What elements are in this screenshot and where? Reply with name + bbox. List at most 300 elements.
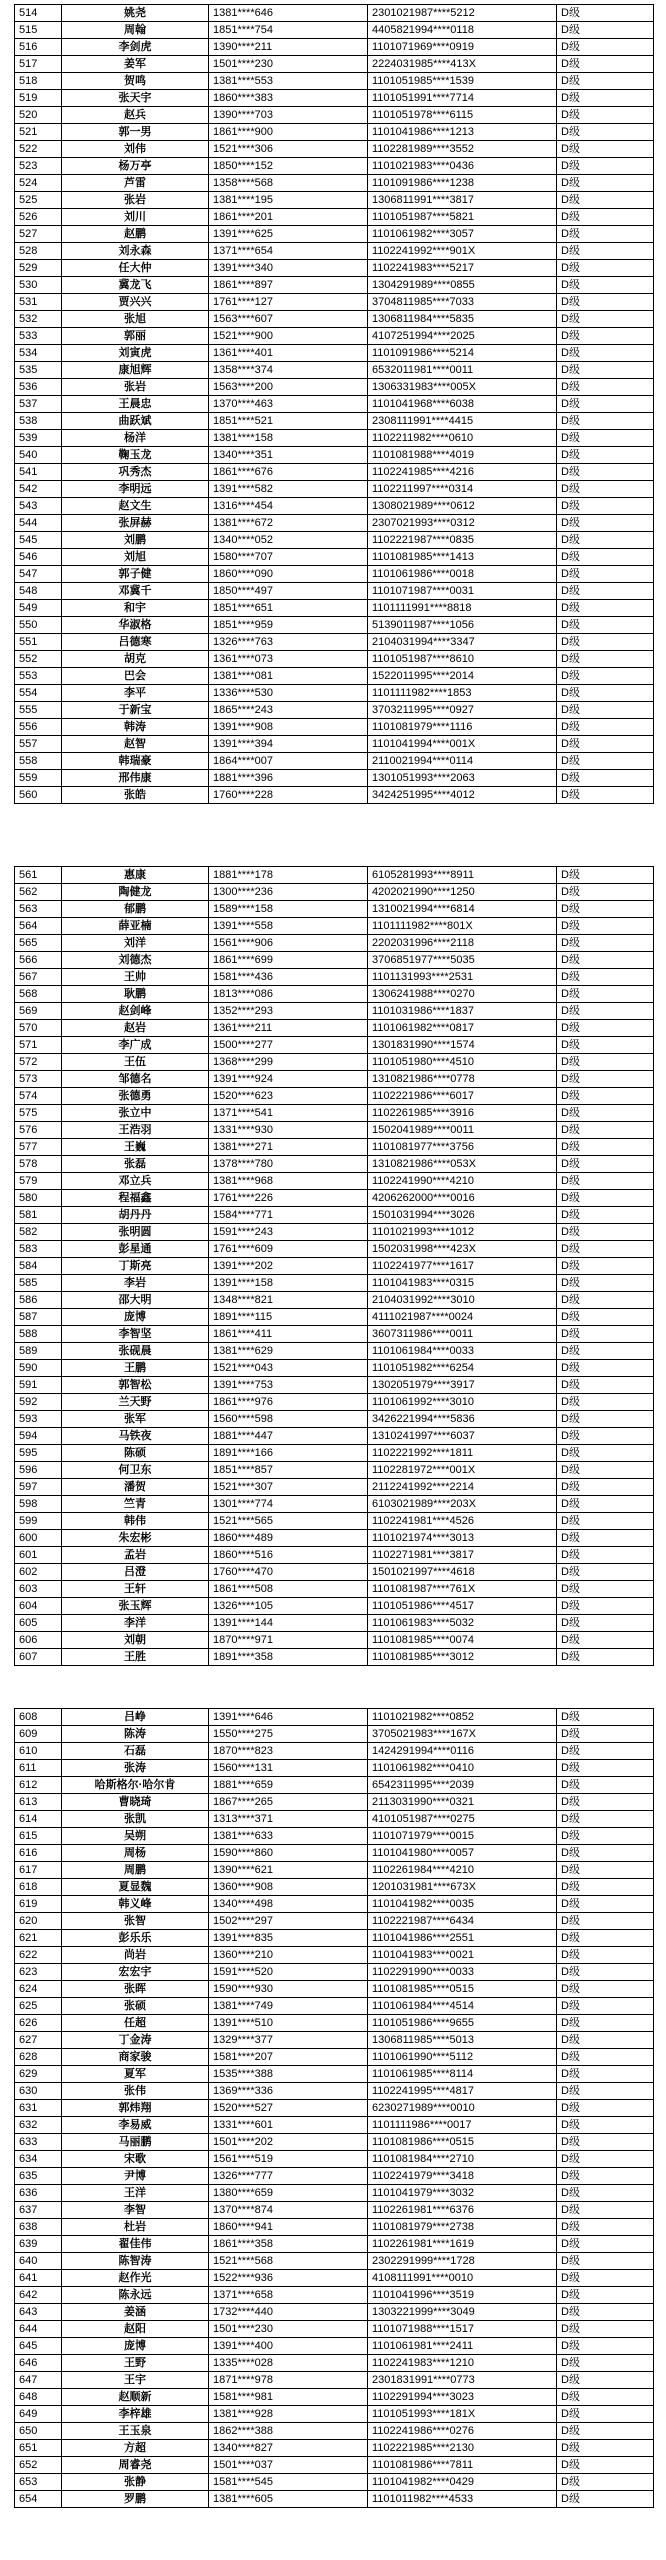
table-row	[15, 651, 654, 668]
person-name: 王野	[62, 2355, 209, 2372]
table-row	[15, 770, 654, 787]
phone-number: 1860****383	[209, 90, 368, 107]
phone-number: 1501****037	[209, 2457, 368, 2474]
level-badge: D级	[557, 2253, 654, 2270]
id-number: 4101051987****0275	[368, 1811, 557, 1828]
level-badge: D级	[557, 226, 654, 243]
row-number: 554	[15, 685, 62, 702]
person-name: 丁斯亮	[62, 1258, 209, 1275]
person-name: 张岩	[62, 192, 209, 209]
person-name: 周杨	[62, 1845, 209, 1862]
row-number: 562	[15, 884, 62, 901]
phone-number: 1850****497	[209, 583, 368, 600]
row-number: 589	[15, 1343, 62, 1360]
id-number: 1101011982****4533	[368, 2491, 557, 2508]
level-badge: D级	[557, 107, 654, 124]
person-name: 巩秀杰	[62, 464, 209, 481]
table-row	[15, 1981, 654, 1998]
level-badge: D级	[557, 498, 654, 515]
phone-number: 1813****086	[209, 986, 368, 1003]
level-badge: D级	[557, 2372, 654, 2389]
level-badge: D级	[557, 685, 654, 702]
person-name: 惠康	[62, 867, 209, 884]
person-name: 赵智	[62, 736, 209, 753]
row-number: 523	[15, 158, 62, 175]
table-row	[15, 1241, 654, 1258]
table-row	[15, 107, 654, 124]
id-number: 1101041982****0035	[368, 1896, 557, 1913]
row-number: 535	[15, 362, 62, 379]
id-number: 1101081979****1116	[368, 719, 557, 736]
id-number: 1301051993****2063	[368, 770, 557, 787]
row-number: 544	[15, 515, 62, 532]
person-name: 王洋	[62, 2185, 209, 2202]
person-name: 薛亚楠	[62, 918, 209, 935]
row-number: 569	[15, 1003, 62, 1020]
person-name: 赵阳	[62, 2321, 209, 2338]
person-name: 韩义峰	[62, 1896, 209, 1913]
phone-number: 1340****498	[209, 1896, 368, 1913]
phone-number: 1326****105	[209, 1598, 368, 1615]
level-badge: D级	[557, 56, 654, 73]
table-row	[15, 1020, 654, 1037]
table-row	[15, 2355, 654, 2372]
row-number: 579	[15, 1173, 62, 1190]
row-number: 611	[15, 1760, 62, 1777]
id-number: 1101021983****0436	[368, 158, 557, 175]
row-number: 633	[15, 2134, 62, 2151]
id-number: 1101041986****1213	[368, 124, 557, 141]
phone-number: 1862****388	[209, 2423, 368, 2440]
row-number: 622	[15, 1947, 62, 1964]
table-row	[15, 1343, 654, 1360]
phone-number: 1861****676	[209, 464, 368, 481]
table-row	[15, 1173, 654, 1190]
phone-number: 1381****633	[209, 1828, 368, 1845]
level-badge: D级	[557, 1343, 654, 1360]
phone-number: 1391****924	[209, 1071, 368, 1088]
id-number: 2104031992****3010	[368, 1292, 557, 1309]
person-name: 赵作光	[62, 2270, 209, 2287]
level-badge: D级	[557, 481, 654, 498]
level-badge: D级	[557, 1071, 654, 1088]
level-badge: D级	[557, 2389, 654, 2406]
row-number: 555	[15, 702, 62, 719]
row-number: 572	[15, 1054, 62, 1071]
person-name: 张砚晨	[62, 1343, 209, 1360]
level-badge: D级	[557, 515, 654, 532]
phone-number: 1581****981	[209, 2389, 368, 2406]
table-row	[15, 481, 654, 498]
phone-number: 1561****519	[209, 2151, 368, 2168]
level-badge: D级	[557, 1037, 654, 1054]
person-name: 和宇	[62, 600, 209, 617]
level-badge: D级	[557, 192, 654, 209]
table-row	[15, 1224, 654, 1241]
row-number: 517	[15, 56, 62, 73]
table-row	[15, 2423, 654, 2440]
table-row	[15, 2372, 654, 2389]
phone-number: 1340****351	[209, 447, 368, 464]
level-badge: D级	[557, 668, 654, 685]
id-number: 1101051985****1539	[368, 73, 557, 90]
table-row	[15, 532, 654, 549]
person-name: 陶健龙	[62, 884, 209, 901]
level-badge: D级	[557, 1964, 654, 1981]
table-row	[15, 1879, 654, 1896]
level-badge: D级	[557, 986, 654, 1003]
id-number: 1102241979****3418	[368, 2168, 557, 2185]
row-number: 648	[15, 2389, 62, 2406]
phone-number: 1520****623	[209, 1088, 368, 1105]
level-badge: D级	[557, 583, 654, 600]
level-badge: D级	[557, 124, 654, 141]
table-row	[15, 1964, 654, 1981]
person-name: 夏军	[62, 2066, 209, 2083]
id-number: 1101081986****0515	[368, 2134, 557, 2151]
phone-number: 1521****306	[209, 141, 368, 158]
phone-number: 1851****651	[209, 600, 368, 617]
id-number: 1101041980****0057	[368, 1845, 557, 1862]
level-badge: D级	[557, 1513, 654, 1530]
table-row	[15, 243, 654, 260]
id-number: 1102261981****1619	[368, 2236, 557, 2253]
id-number: 1306331983****005X	[368, 379, 557, 396]
row-number: 536	[15, 379, 62, 396]
level-badge: D级	[557, 952, 654, 969]
level-badge: D级	[557, 1462, 654, 1479]
person-name: 陈智涛	[62, 2253, 209, 2270]
person-name: 丁金涛	[62, 2032, 209, 2049]
phone-number: 1881****659	[209, 1777, 368, 1794]
table-row	[15, 1462, 654, 1479]
phone-number: 1358****374	[209, 362, 368, 379]
level-badge: D级	[557, 175, 654, 192]
row-number: 629	[15, 2066, 62, 2083]
id-number: 1102241986****0276	[368, 2423, 557, 2440]
level-badge: D级	[557, 362, 654, 379]
level-badge: D级	[557, 702, 654, 719]
row-number: 647	[15, 2372, 62, 2389]
table-row	[15, 787, 654, 804]
row-number: 619	[15, 1896, 62, 1913]
table-row	[15, 1930, 654, 1947]
person-name: 郁鹏	[62, 901, 209, 918]
person-name: 哈斯格尔·哈尔肯	[62, 1777, 209, 1794]
row-number: 609	[15, 1726, 62, 1743]
table-row	[15, 5, 654, 22]
level-badge: D级	[557, 1862, 654, 1879]
id-number: 4206262000****0016	[368, 1190, 557, 1207]
level-badge: D级	[557, 1547, 654, 1564]
level-badge: D级	[557, 2423, 654, 2440]
id-number: 1101081985****0515	[368, 1981, 557, 1998]
level-badge: D级	[557, 1896, 654, 1913]
id-number: 3607311986****0011	[368, 1326, 557, 1343]
row-number: 524	[15, 175, 62, 192]
phone-number: 1381****158	[209, 430, 368, 447]
table-row	[15, 2202, 654, 2219]
level-badge: D级	[557, 1241, 654, 1258]
row-number: 588	[15, 1326, 62, 1343]
person-name: 夏显魏	[62, 1879, 209, 1896]
phone-number: 1535****388	[209, 2066, 368, 2083]
id-number: 1102241995****4817	[368, 2083, 557, 2100]
row-number: 542	[15, 481, 62, 498]
id-number: 1522011995****2014	[368, 668, 557, 685]
row-number: 522	[15, 141, 62, 158]
id-number: 1501021997****4618	[368, 1564, 557, 1581]
row-number: 540	[15, 447, 62, 464]
phone-number: 1381****749	[209, 1998, 368, 2015]
id-number: 1101081984****2710	[368, 2151, 557, 2168]
id-number: 2110021994****0114	[368, 753, 557, 770]
row-number: 547	[15, 566, 62, 583]
person-name: 王晨忠	[62, 396, 209, 413]
person-name: 刘洋	[62, 935, 209, 952]
id-number: 1102241983****1210	[368, 2355, 557, 2372]
level-badge: D级	[557, 1726, 654, 1743]
id-number: 1102241977****1617	[368, 1258, 557, 1275]
row-number: 582	[15, 1224, 62, 1241]
table-row	[15, 73, 654, 90]
level-badge: D级	[557, 969, 654, 986]
id-number: 3705021983****167X	[368, 1726, 557, 1743]
phone-number: 1390****211	[209, 39, 368, 56]
phone-number: 1891****358	[209, 1649, 368, 1666]
row-number: 641	[15, 2270, 62, 2287]
row-number: 649	[15, 2406, 62, 2423]
id-number: 1102261985****3916	[368, 1105, 557, 1122]
person-name: 张岩	[62, 379, 209, 396]
phone-number: 1522****936	[209, 2270, 368, 2287]
id-number: 3424251995****4012	[368, 787, 557, 804]
table-row	[15, 549, 654, 566]
phone-number: 1865****243	[209, 702, 368, 719]
level-badge: D级	[557, 328, 654, 345]
level-badge: D级	[557, 1649, 654, 1666]
level-badge: D级	[557, 2474, 654, 2491]
phone-number: 1761****226	[209, 1190, 368, 1207]
row-number: 585	[15, 1275, 62, 1292]
person-name: 张凯	[62, 1811, 209, 1828]
id-number: 1101021974****3013	[368, 1530, 557, 1547]
id-number: 1101061985****8114	[368, 2066, 557, 2083]
level-badge: D级	[557, 1981, 654, 1998]
row-number: 653	[15, 2474, 62, 2491]
level-badge: D级	[557, 770, 654, 787]
table-row	[15, 1360, 654, 1377]
id-number: 1102241981****4526	[368, 1513, 557, 1530]
row-number: 532	[15, 311, 62, 328]
table-row	[15, 1811, 654, 1828]
level-badge: D级	[557, 2015, 654, 2032]
level-badge: D级	[557, 1615, 654, 1632]
person-name: 郭一男	[62, 124, 209, 141]
phone-number: 1331****601	[209, 2117, 368, 2134]
phone-number: 1381****672	[209, 515, 368, 532]
table-row	[15, 1615, 654, 1632]
phone-number: 1391****582	[209, 481, 368, 498]
table-row	[15, 447, 654, 464]
id-number: 1502031998****423X	[368, 1241, 557, 1258]
row-number: 581	[15, 1207, 62, 1224]
table-row	[15, 719, 654, 736]
id-number: 4107251994****2025	[368, 328, 557, 345]
level-badge: D级	[557, 1224, 654, 1241]
phone-number: 1381****195	[209, 192, 368, 209]
level-badge: D级	[557, 1309, 654, 1326]
table-row	[15, 1547, 654, 1564]
person-name: 张磊	[62, 1156, 209, 1173]
table-row	[15, 2219, 654, 2236]
row-number: 534	[15, 345, 62, 362]
row-number: 652	[15, 2457, 62, 2474]
row-number: 596	[15, 1462, 62, 1479]
id-number: 1101041996****3519	[368, 2287, 557, 2304]
table-row	[15, 1896, 654, 1913]
phone-number: 1391****510	[209, 2015, 368, 2032]
table-row	[15, 1632, 654, 1649]
level-badge: D级	[557, 2219, 654, 2236]
person-name: 陈涛	[62, 1726, 209, 1743]
row-number: 514	[15, 5, 62, 22]
table-row	[15, 1190, 654, 1207]
phone-number: 1563****607	[209, 311, 368, 328]
id-number: 2301831991****0773	[368, 2372, 557, 2389]
row-number: 645	[15, 2338, 62, 2355]
person-name: 张明圆	[62, 1224, 209, 1241]
id-number: 1101051986****9655	[368, 2015, 557, 2032]
person-name: 李梓雄	[62, 2406, 209, 2423]
level-badge: D级	[557, 413, 654, 430]
id-number: 1101111986****0017	[368, 2117, 557, 2134]
phone-number: 1316****454	[209, 498, 368, 515]
id-number: 1101051991****7714	[368, 90, 557, 107]
row-number: 549	[15, 600, 62, 617]
row-number: 529	[15, 260, 62, 277]
id-number: 2307021993****0312	[368, 515, 557, 532]
person-name: 李平	[62, 685, 209, 702]
id-number: 1302051979****3917	[368, 1377, 557, 1394]
row-number: 646	[15, 2355, 62, 2372]
person-name: 方超	[62, 2440, 209, 2457]
row-number: 515	[15, 22, 62, 39]
row-number: 623	[15, 1964, 62, 1981]
row-number: 543	[15, 498, 62, 515]
level-badge: D级	[557, 311, 654, 328]
level-badge: D级	[557, 1020, 654, 1037]
person-name: 姜军	[62, 56, 209, 73]
level-badge: D级	[557, 600, 654, 617]
level-badge: D级	[557, 277, 654, 294]
id-number: 1310021994****6814	[368, 901, 557, 918]
phone-number: 1861****897	[209, 277, 368, 294]
person-name: 吕澄	[62, 1564, 209, 1581]
person-name: 程福鑫	[62, 1190, 209, 1207]
phone-number: 1391****394	[209, 736, 368, 753]
person-name: 吕峥	[62, 1709, 209, 1726]
level-badge: D级	[557, 2032, 654, 2049]
row-number: 560	[15, 787, 62, 804]
phone-number: 1860****516	[209, 1547, 368, 1564]
id-number: 1102281989****3552	[368, 141, 557, 158]
person-name: 张德勇	[62, 1088, 209, 1105]
person-name: 张旭	[62, 311, 209, 328]
id-number: 2202031996****2118	[368, 935, 557, 952]
id-number: 1101051987****5821	[368, 209, 557, 226]
phone-number: 1520****527	[209, 2100, 368, 2117]
phone-number: 1361****401	[209, 345, 368, 362]
row-number: 604	[15, 1598, 62, 1615]
level-badge: D级	[557, 1581, 654, 1598]
roster-table-block-1	[14, 4, 654, 804]
table-row	[15, 1513, 654, 1530]
table-row	[15, 2066, 654, 2083]
row-number: 636	[15, 2185, 62, 2202]
person-name: 兰天野	[62, 1394, 209, 1411]
phone-number: 1501****230	[209, 2321, 368, 2338]
person-name: 任大仲	[62, 260, 209, 277]
phone-number: 1851****521	[209, 413, 368, 430]
row-number: 583	[15, 1241, 62, 1258]
roster-table-block-2	[14, 866, 654, 1666]
table-row	[15, 2338, 654, 2355]
row-number: 612	[15, 1777, 62, 1794]
table-row	[15, 396, 654, 413]
table-row	[15, 1054, 654, 1071]
level-badge: D级	[557, 2202, 654, 2219]
table-row	[15, 1088, 654, 1105]
row-number: 637	[15, 2202, 62, 2219]
level-badge: D级	[557, 1998, 654, 2015]
person-name: 巴会	[62, 668, 209, 685]
person-name: 王宇	[62, 2372, 209, 2389]
table-row	[15, 2389, 654, 2406]
table-row	[15, 1411, 654, 1428]
row-number: 592	[15, 1394, 62, 1411]
row-number: 519	[15, 90, 62, 107]
id-number: 1301831990****1574	[368, 1037, 557, 1054]
level-badge: D级	[557, 1411, 654, 1428]
row-number: 624	[15, 1981, 62, 1998]
table-row	[15, 56, 654, 73]
row-number: 559	[15, 770, 62, 787]
person-name: 韩伟	[62, 1513, 209, 1530]
person-name: 何卫东	[62, 1462, 209, 1479]
level-badge: D级	[557, 2066, 654, 2083]
row-number: 577	[15, 1139, 62, 1156]
level-badge: D级	[557, 1156, 654, 1173]
id-number: 2104031994****3347	[368, 634, 557, 651]
person-name: 邹德名	[62, 1071, 209, 1088]
row-number: 598	[15, 1496, 62, 1513]
table-row	[15, 1258, 654, 1275]
row-number: 599	[15, 1513, 62, 1530]
table-row	[15, 935, 654, 952]
table-row	[15, 600, 654, 617]
level-badge: D级	[557, 1377, 654, 1394]
level-badge: D级	[557, 1947, 654, 1964]
level-badge: D级	[557, 1743, 654, 1760]
level-badge: D级	[557, 345, 654, 362]
id-number: 1102211982****0610	[368, 430, 557, 447]
person-name: 郭子健	[62, 566, 209, 583]
row-number: 587	[15, 1309, 62, 1326]
person-name: 王伍	[62, 1054, 209, 1071]
id-number: 1424291994****0116	[368, 1743, 557, 1760]
person-name: 韩瑞豪	[62, 753, 209, 770]
